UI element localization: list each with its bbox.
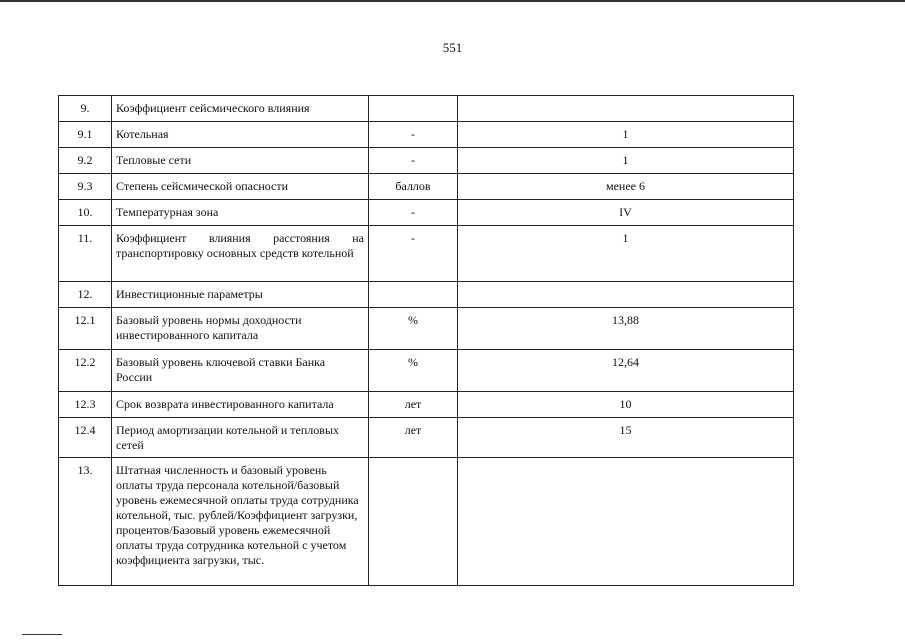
unit: - [369, 122, 458, 148]
value: 1 [458, 148, 794, 174]
value: 1 [458, 226, 794, 282]
value: 15 [458, 418, 794, 458]
bottom-rule [22, 634, 62, 635]
table-row [59, 350, 794, 392]
parameter-name: Базовый уровень ключевой ставки Банка России [112, 350, 369, 392]
table-row [59, 200, 794, 226]
table-row [59, 226, 794, 282]
table-row [59, 174, 794, 200]
row-number: 12.1 [59, 308, 112, 350]
value [458, 458, 794, 586]
value: 12,64 [458, 350, 794, 392]
parameter-name: Коэффициент сейсмического влияния [112, 96, 369, 122]
parameter-name: Срок возврата инвестированного капитала [112, 392, 369, 418]
table-row [59, 308, 794, 350]
value [458, 96, 794, 122]
unit: лет [369, 392, 458, 418]
value: 1 [458, 122, 794, 148]
row-number: 12. [59, 282, 112, 308]
parameter-name: Период амортизации котельной и тепловых сетей [112, 418, 369, 458]
table-row [59, 392, 794, 418]
top-rule [0, 0, 905, 2]
unit: % [369, 350, 458, 392]
parameter-name: Штатная численность и базовый уровень оплаты труда персонала котельной/базовый уровень ежемесячной оплаты труда сотрудника котельной, тыс. рублей/Коэффициент загрузки, процентов/Базовый уровень ежемесячной оплаты труда сотрудника котельной с учетом коэффициента загрузки, тыс. [112, 458, 369, 586]
table-row [59, 458, 794, 586]
table-row [59, 96, 794, 122]
row-number: 9. [59, 96, 112, 122]
row-number: 13. [59, 458, 112, 586]
unit: - [369, 200, 458, 226]
unit: лет [369, 418, 458, 458]
unit: % [369, 308, 458, 350]
unit: - [369, 148, 458, 174]
parameter-name: Коэффициент влияния расстояния на транспортировку основных средств котельной [112, 226, 369, 282]
parameter-name: Температурная зона [112, 200, 369, 226]
value: 10 [458, 392, 794, 418]
unit [369, 96, 458, 122]
table-row [59, 122, 794, 148]
unit [369, 458, 458, 586]
row-number: 12.4 [59, 418, 112, 458]
row-number: 9.1 [59, 122, 112, 148]
unit [369, 282, 458, 308]
parameter-name: Тепловые сети [112, 148, 369, 174]
value [458, 282, 794, 308]
unit: баллов [369, 174, 458, 200]
parameter-name: Степень сейсмической опасности [112, 174, 369, 200]
parameters-table [58, 95, 794, 586]
value: 13,88 [458, 308, 794, 350]
row-number: 9.2 [59, 148, 112, 174]
parameter-name: Инвестиционные параметры [112, 282, 369, 308]
row-number: 12.2 [59, 350, 112, 392]
parameter-name: Базовый уровень нормы доходности инвестированного капитала [112, 308, 369, 350]
row-number: 11. [59, 226, 112, 282]
row-number: 10. [59, 200, 112, 226]
table-row [59, 282, 794, 308]
value: менее 6 [458, 174, 794, 200]
row-number: 9.3 [59, 174, 112, 200]
page-number: 551 [442, 40, 463, 55]
table-row [59, 418, 794, 458]
parameter-name: Котельная [112, 122, 369, 148]
row-number: 12.3 [59, 392, 112, 418]
table-row [59, 148, 794, 174]
value: IV [458, 200, 794, 226]
unit: - [369, 226, 458, 282]
